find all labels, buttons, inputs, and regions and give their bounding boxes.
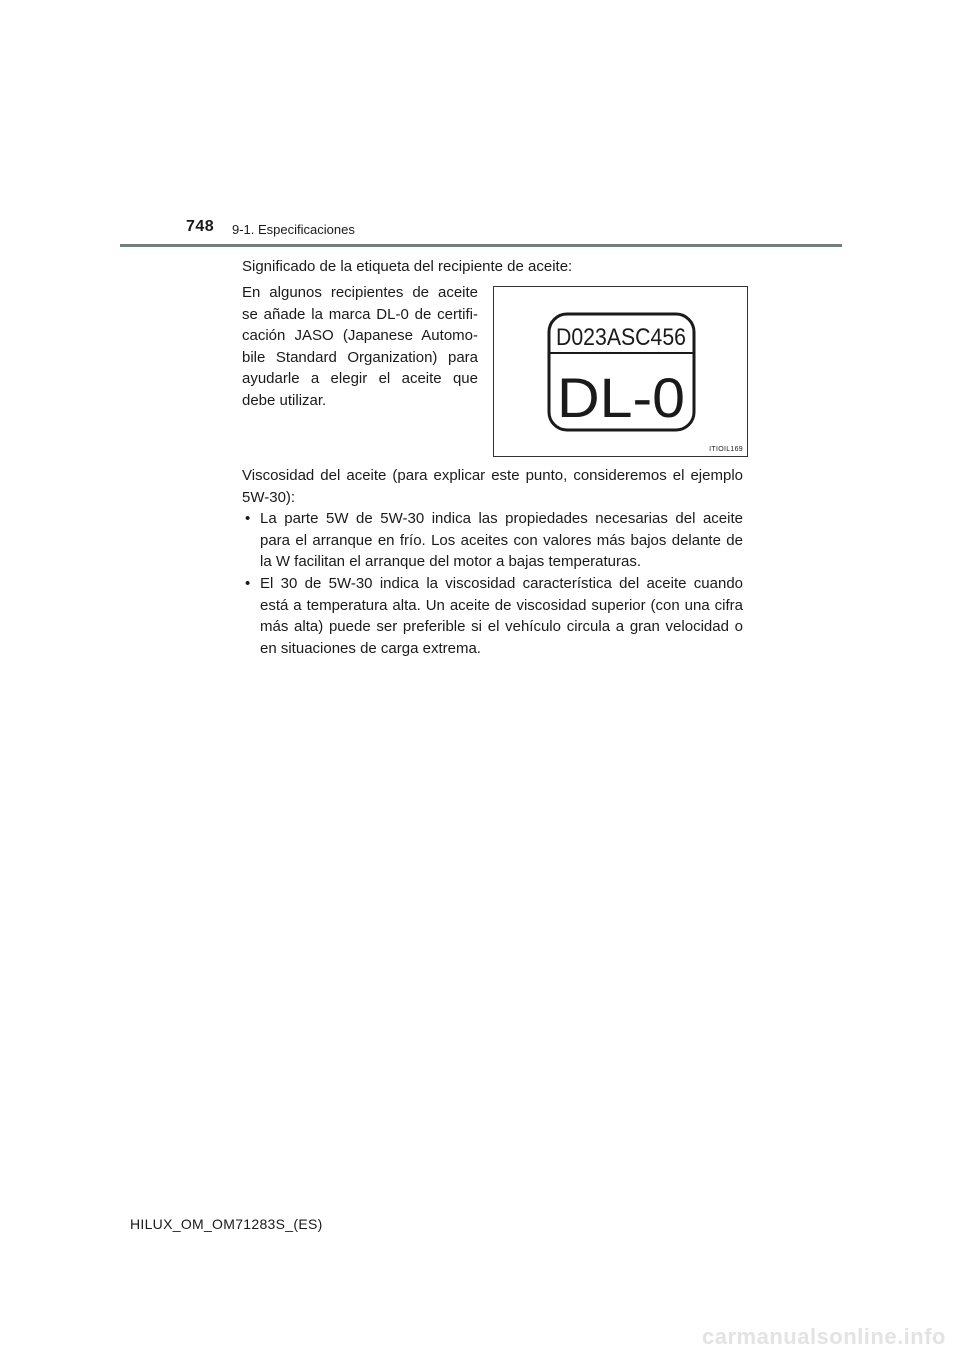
intro-line: Significado de la etiqueta del recipiente de aceite: xyxy=(242,258,573,275)
label-top-code: D023ASC456 xyxy=(556,324,686,351)
oil-label-illustration xyxy=(494,287,749,458)
list-item xyxy=(242,508,743,573)
list-item-text: La parte 5W de 5W-30 indica las propiedades necesarias del aceite para el arranque en frío. Los aceites con valores más bajos delante de la W facilitan el arranque del motor a bajas temperaturas. xyxy=(260,510,743,571)
label-mark: DL-0 xyxy=(557,366,685,429)
oil-label-figure xyxy=(493,286,748,457)
footer-doc-code: HILUX_OM_OM71283S_(ES) xyxy=(130,1216,323,1232)
body-text xyxy=(242,465,743,659)
side-paragraph: En algunos recipientes de aceite se añade la marca DL-0 de certifi- cación JASO (Japanese Automo- bile Standard Organization) para ayudarle a elegir el aceite que debe utilizar. xyxy=(242,284,478,409)
list-item xyxy=(242,573,743,659)
header-rule xyxy=(120,244,842,247)
page-number: 748 xyxy=(186,218,215,235)
section-title: 9-1. Especificaciones xyxy=(232,222,355,237)
figure-id: ITIOIL169 xyxy=(709,446,743,453)
viscosity-intro: Viscosidad del aceite (para explicar este punto, consideremos el ejemplo 5W-30): xyxy=(242,467,743,506)
bullet-symbol: • xyxy=(245,574,251,592)
list-item-text: El 30 de 5W-30 indica la viscosidad característica del aceite cuando está a temperatura alta. Un aceite de viscosidad superior (con una cifra más alta) puede ser preferible si el vehículo circula a gran velocidad o en situaciones de carga extrema. xyxy=(260,574,743,657)
watermark: carmanualsonline.info xyxy=(702,1324,946,1349)
bullet-symbol: • xyxy=(245,510,251,528)
viscosity-list xyxy=(242,508,743,659)
